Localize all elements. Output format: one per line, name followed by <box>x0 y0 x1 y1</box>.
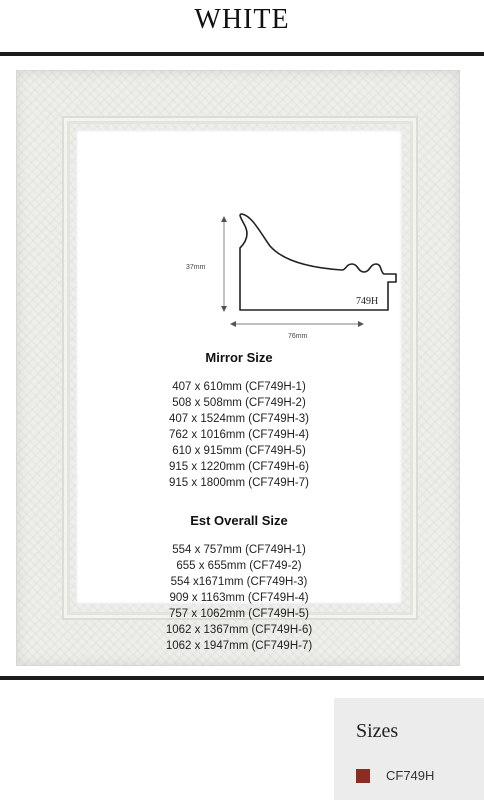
size-option-label: CF749H <box>386 768 435 783</box>
mirror-size-item: 915 x 1220mm (CF749H-6) <box>169 461 309 473</box>
overall-size-item: 554 x1671mm (CF749H-3) <box>170 576 308 588</box>
overall-size-item: 655 x 655mm (CF749-2) <box>176 560 302 572</box>
overall-size-item: 554 x 757mm (CF749H-1) <box>172 544 306 556</box>
overall-size-item: 909 x 1163mm (CF749H-4) <box>169 592 309 604</box>
mirror-size-item: 762 x 1016mm (CF749H-4) <box>169 429 309 441</box>
width-arrow-right <box>358 321 364 327</box>
frame-product-image <box>16 70 460 666</box>
mirror-size-item: 407 x 1524mm (CF749H-3) <box>169 413 309 425</box>
page-title: WHITE <box>194 4 290 35</box>
height-arrow-bottom <box>221 306 227 312</box>
height-arrow-top <box>221 216 227 222</box>
size-option-cf749h[interactable] <box>356 768 434 783</box>
width-label: 76mm <box>288 333 308 340</box>
footer-divider <box>0 676 484 680</box>
sizes-title: Sizes <box>356 720 399 742</box>
header-divider <box>0 52 484 56</box>
color-swatch-icon <box>356 769 370 783</box>
mirror-size-item: 915 x 1800mm (CF749H-7) <box>169 477 309 489</box>
overall-size-heading: Est Overall Size <box>190 513 288 528</box>
overall-size-item: 1062 x 1947mm (CF749H-7) <box>165 640 313 652</box>
sizes-panel <box>334 698 484 800</box>
profile-code: 749H <box>356 296 379 307</box>
overall-size-item: 1062 x 1367mm (CF749H-6) <box>165 624 313 636</box>
overall-size-section <box>76 513 402 654</box>
width-arrow-left <box>230 321 236 327</box>
mirror-size-section <box>76 350 402 491</box>
mirror-size-item: 508 x 508mm (CF749H-2) <box>172 397 306 409</box>
mirror-size-heading: Mirror Size <box>205 350 273 365</box>
height-label: 37mm <box>186 264 206 271</box>
mirror-size-item: 610 x 915mm (CF749H-5) <box>172 445 306 457</box>
mirror-size-item: 407 x 610mm (CF749H-1) <box>172 381 306 393</box>
mirror-panel <box>76 130 402 652</box>
overall-size-item: 757 x 1062mm (CF749H-5) <box>169 608 309 620</box>
frame-profile-diagram <box>152 212 398 342</box>
